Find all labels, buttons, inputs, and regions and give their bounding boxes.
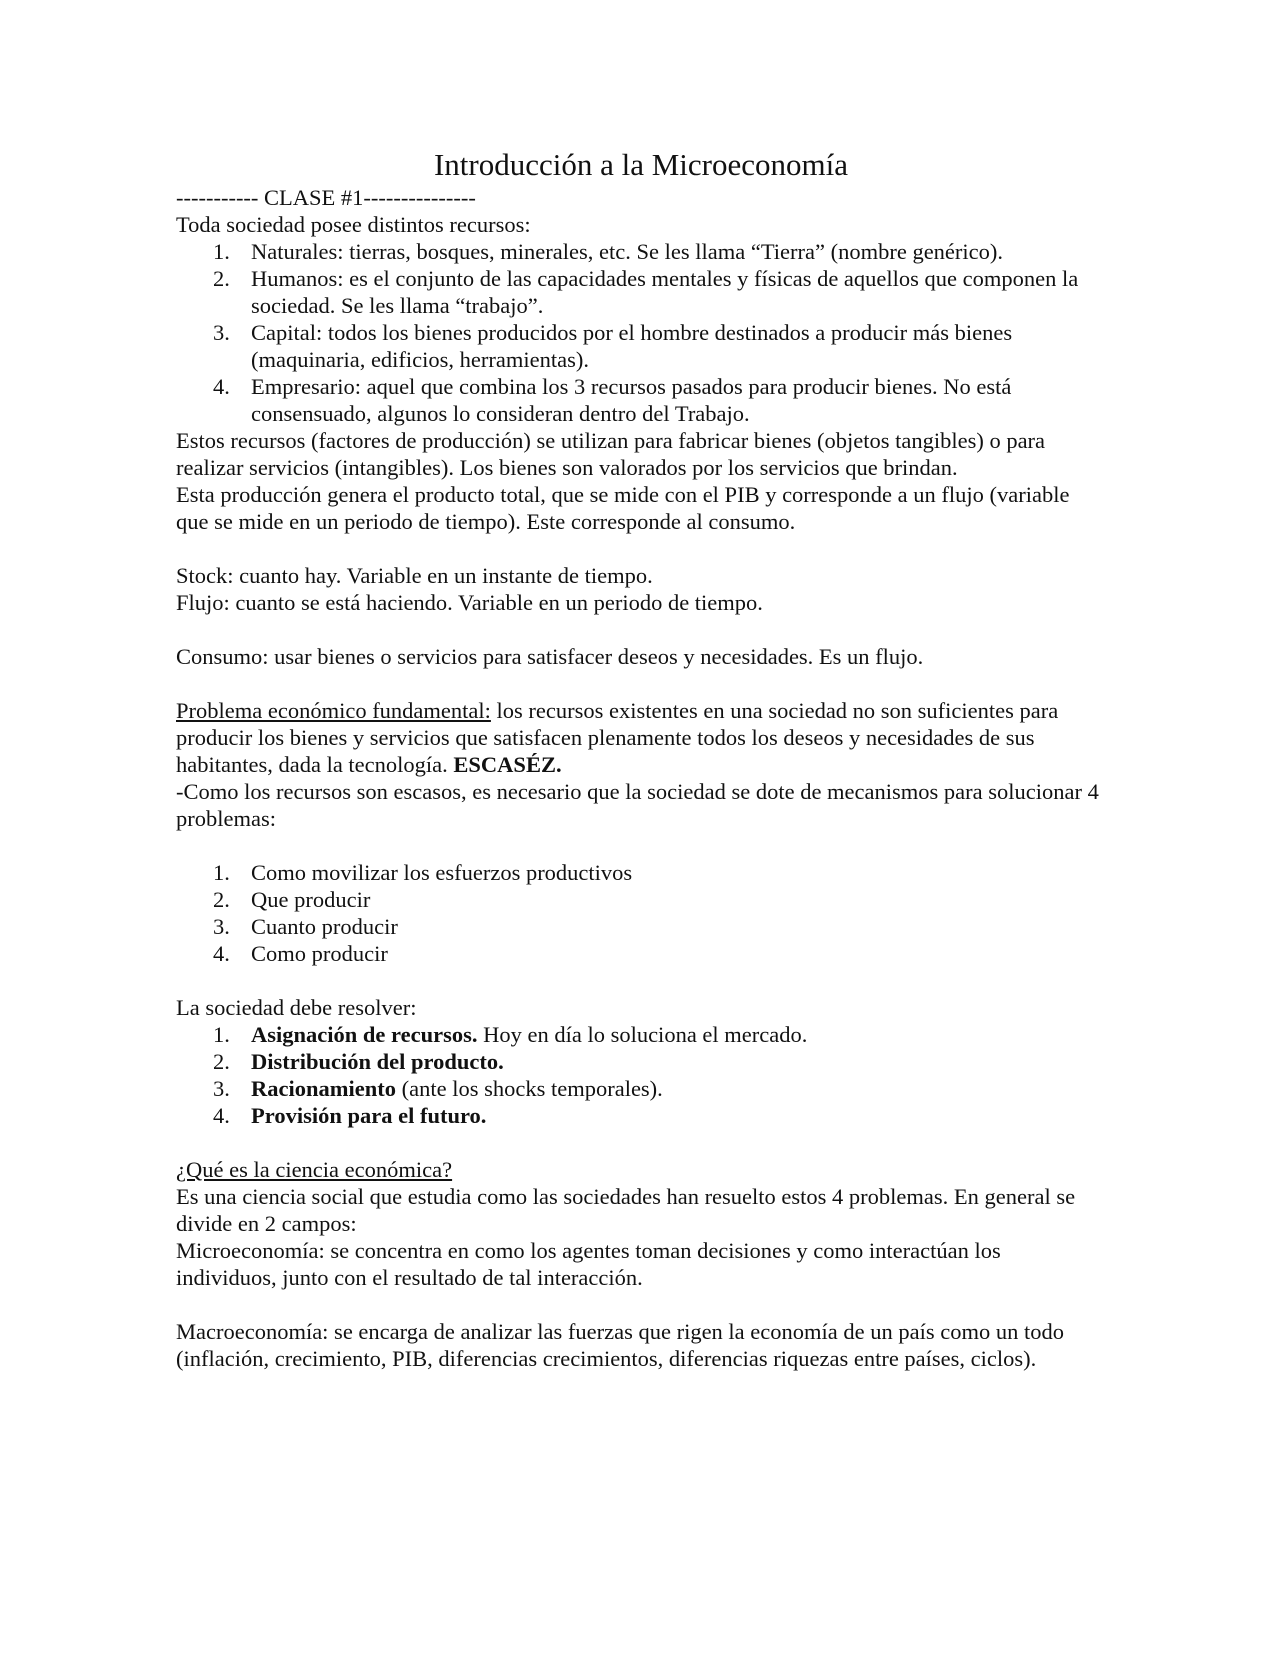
escasez-bold: ESCASÉZ. (453, 752, 562, 777)
ciencia-heading: ¿Qué es la ciencia económica? (176, 1157, 453, 1182)
problema-paragraph (176, 697, 1106, 778)
problema-text: los recursos existentes en una sociedad no son suficientes para producir los bienes y servicios que satisfacen plenamente todos los deseos y necesidades de sus habitantes, dada la tecnología. (176, 698, 1059, 777)
mecanismos-paragraph: -Como los recursos son escasos, es necesario que la sociedad se dote de mecanismos para solucionar 4 problemas: (176, 779, 1099, 831)
list-number: 4. (213, 1103, 230, 1128)
list-number: 1. (213, 860, 230, 885)
resolver-list (176, 1021, 1106, 1129)
flujo-paragraph: Flujo: cuanto se está haciendo. Variable en un periodo de tiempo. (176, 590, 763, 615)
class-header: ----------- CLASE #1--------------- (176, 185, 476, 210)
list-text: Naturales: tierras, bosques, minerales, etc. Se les llama “Tierra” (nombre genérico). (251, 239, 1004, 264)
document-body (176, 146, 1106, 1372)
resolver-paragraph: La sociedad debe resolver: (176, 995, 417, 1020)
list-item (176, 1102, 1106, 1129)
list-bold: Provisión para el futuro. (251, 1103, 487, 1128)
list-number: 3. (213, 320, 230, 345)
list-text: Como movilizar los esfuerzos productivos (251, 860, 633, 885)
list-bold: Racionamiento (251, 1076, 396, 1101)
ciencia-heading-line (176, 1156, 1106, 1183)
list-item (176, 1048, 1106, 1075)
blank-line (176, 832, 1106, 859)
list-item (176, 265, 1106, 319)
list-text: Hoy en día lo soluciona el mercado. (477, 1022, 808, 1047)
ciencia-paragraph: Es una ciencia social que estudia como las sociedades han resuelto estos 4 problemas. En general se divide en 2 campos: (176, 1184, 1076, 1236)
blank-line (176, 670, 1106, 697)
list-item (176, 940, 1106, 967)
list-number: 1. (213, 1022, 230, 1047)
list-item (176, 373, 1106, 427)
list-text: Cuanto producir (251, 914, 398, 939)
recursos-list (176, 238, 1106, 427)
list-item (176, 859, 1106, 886)
blank-line (176, 616, 1106, 643)
blank-line (176, 1291, 1106, 1318)
macro-paragraph: Macroeconomía: se encarga de analizar las fuerzas que rigen la economía de un país como un todo (inflación, crecimiento, PIB, diferencias crecimientos, diferencias riquezas entre países, ciclos). (176, 1319, 1064, 1371)
micro-paragraph: Microeconomía: se concentra en como los agentes toman decisiones y como interactúan los individuos, junto con el resultado de tal interacción. (176, 1238, 1001, 1290)
problema-heading: Problema económico fundamental: (176, 698, 491, 723)
document-title: Introducción a la Microeconomía (433, 147, 849, 182)
list-text: Empresario: aquel que combina los 3 recursos pasados para producir bienes. No está consensuado, algunos lo consideran dentro del Trabajo. (251, 374, 1012, 426)
list-number: 1. (213, 239, 230, 264)
list-item (176, 1075, 1106, 1102)
blank-line (176, 535, 1106, 562)
produccion-paragraph: Esta producción genera el producto total, que se mide con el PIB y corresponde a un flujo (variable que se mide en un periodo de tiempo). Este corresponde al consumo. (176, 482, 1070, 534)
blank-line (176, 1129, 1106, 1156)
problemas-list (176, 859, 1106, 967)
stock-paragraph: Stock: cuanto hay. Variable en un instante de tiempo. (176, 563, 653, 588)
list-bold: Distribución del producto. (251, 1049, 504, 1074)
list-text: Capital: todos los bienes producidos por el hombre destinados a producir más bienes (maquinaria, edificios, herramientas). (251, 320, 1013, 372)
list-item (176, 238, 1106, 265)
list-number: 3. (213, 914, 230, 939)
list-text: Que producir (251, 887, 371, 912)
factores-paragraph: Estos recursos (factores de producción) se utilizan para fabricar bienes (objetos tangibles) o para realizar servicios (intangibles). Los bienes son valorados por los servicios que brindan. (176, 428, 1046, 480)
blank-line (176, 967, 1106, 994)
list-item (176, 1021, 1106, 1048)
list-number: 4. (213, 941, 230, 966)
list-text: Humanos: es el conjunto de las capacidades mentales y físicas de aquellos que componen la sociedad. Se les llama “trabajo”. (251, 266, 1079, 318)
list-number: 4. (213, 374, 230, 399)
list-bold: Asignación de recursos. (251, 1022, 478, 1047)
list-item (176, 319, 1106, 373)
list-number: 2. (213, 266, 230, 291)
list-number: 3. (213, 1076, 230, 1101)
list-item (176, 913, 1106, 940)
list-number: 2. (213, 1049, 230, 1074)
list-number: 2. (213, 887, 230, 912)
intro-paragraph: Toda sociedad posee distintos recursos: (176, 212, 531, 237)
consumo-paragraph: Consumo: usar bienes o servicios para satisfacer deseos y necesidades. Es un flujo. (176, 644, 924, 669)
list-text: Como producir (251, 941, 388, 966)
list-text: (ante los shocks temporales). (396, 1076, 663, 1101)
list-item (176, 886, 1106, 913)
